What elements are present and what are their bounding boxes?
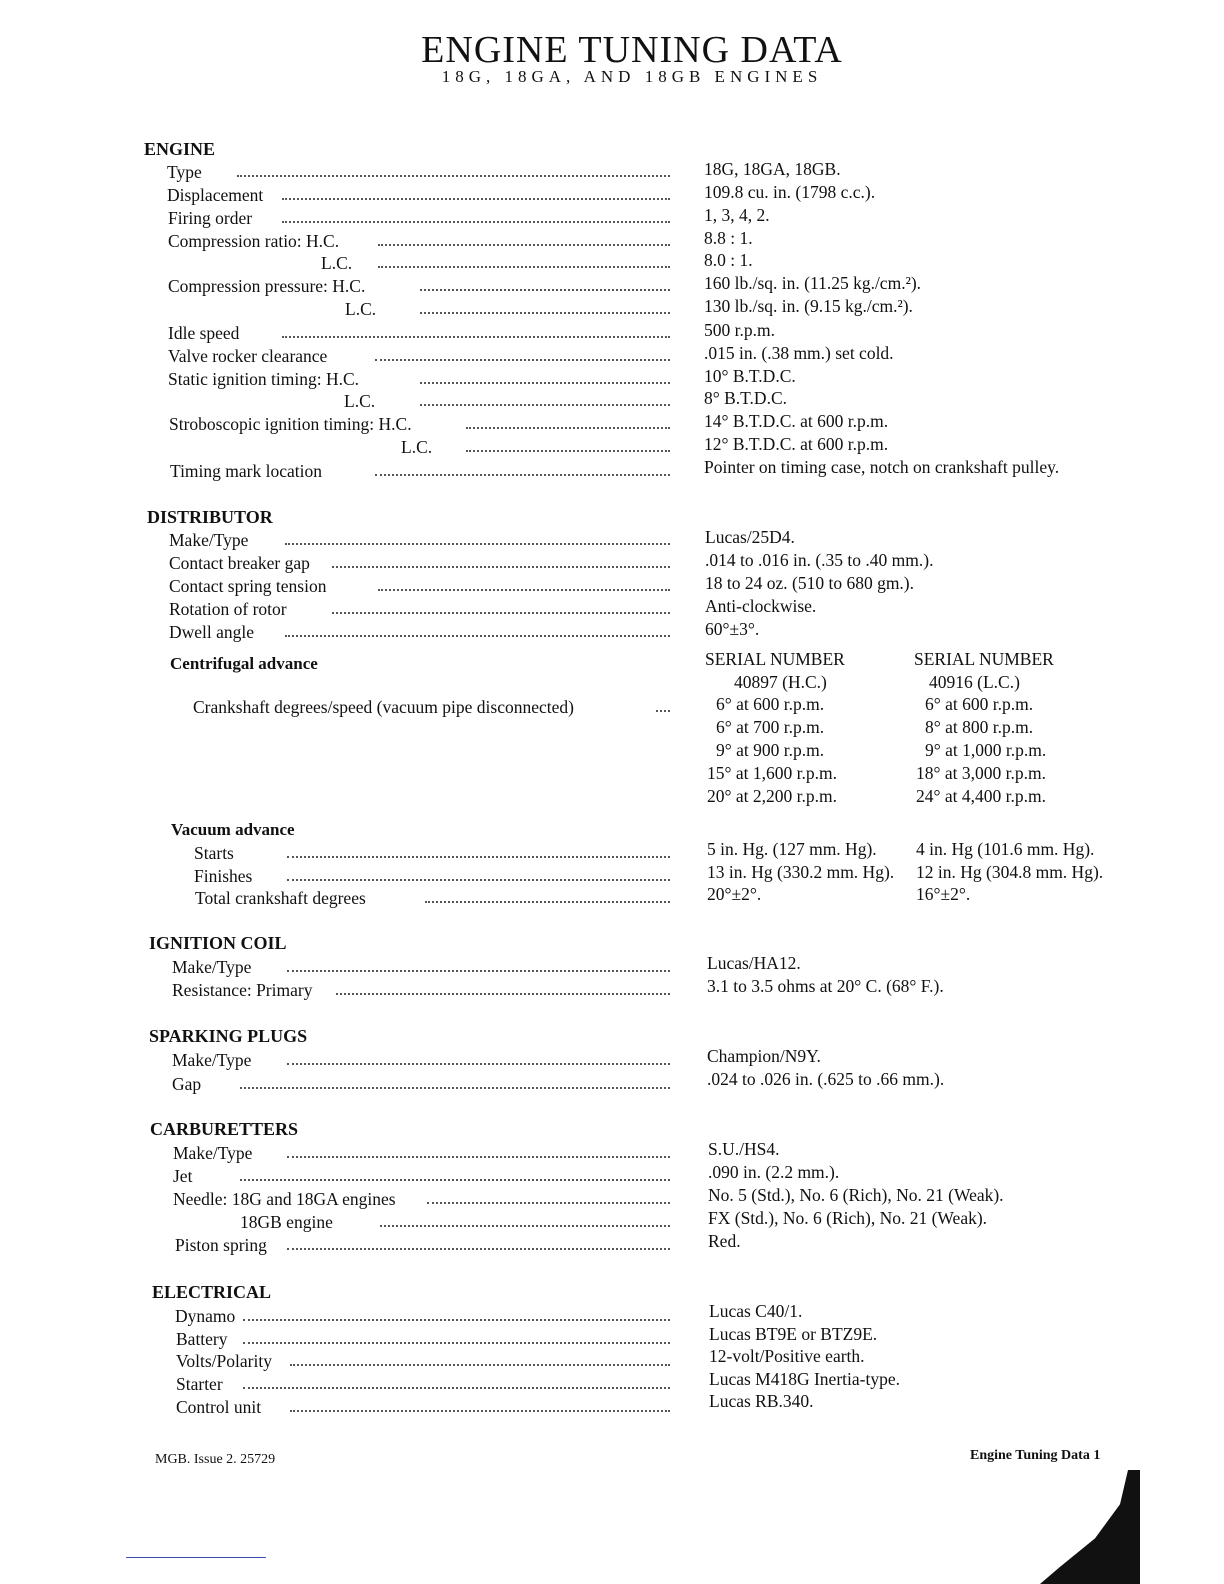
footer-issue: MGB. Issue 2. 25729 <box>155 1452 276 1467</box>
vacuum-value-lc: 12 in. Hg (304.8 mm. Hg). <box>916 862 1104 882</box>
spec-label: Starter <box>176 1374 223 1394</box>
spec-value: 3.1 to 3.5 ohms at 20° C. (68° F.). <box>707 976 944 996</box>
centrifugal-value: 9° at 1,000 r.p.m. <box>925 740 1047 760</box>
section-heading-carburetters: CARBURETTERS <box>150 1119 299 1139</box>
centrifugal-value: 9° at 900 r.p.m. <box>716 740 825 760</box>
dot-leader <box>378 577 670 591</box>
spec-label: Volts/Polarity <box>176 1351 272 1371</box>
centrifugal-value: 15° at 1,600 r.p.m. <box>707 763 837 783</box>
spec-value: 12° B.T.D.C. at 600 r.p.m. <box>704 434 889 454</box>
vacuum-value-lc: 16°±2°. <box>916 884 971 904</box>
centrifugal-value: 24° at 4,400 r.p.m. <box>916 786 1046 806</box>
dot-leader <box>282 324 670 338</box>
dot-leader <box>378 254 670 268</box>
spec-label: L.C. <box>401 437 433 457</box>
section-heading-electrical: ELECTRICAL <box>152 1282 272 1302</box>
spec-value: 18G, 18GA, 18GB. <box>704 159 841 179</box>
spec-value: Champion/N9Y. <box>707 1046 821 1066</box>
serial-header-1: SERIAL NUMBER <box>705 649 845 669</box>
dot-leader <box>466 415 670 429</box>
dot-leader <box>420 392 670 406</box>
spec-value: No. 5 (Std.), No. 6 (Rich), No. 21 (Weak). <box>708 1185 1004 1205</box>
spec-value: 8.8 : 1. <box>704 228 753 248</box>
centrifugal-value: 18° at 3,000 r.p.m. <box>916 763 1046 783</box>
spec-label: Contact breaker gap <box>169 553 310 573</box>
dot-leader <box>287 844 670 858</box>
spec-value: FX (Std.), No. 6 (Rich), No. 21 (Weak). <box>708 1208 988 1228</box>
dot-leader <box>466 438 670 452</box>
vacuum-value-hc: 13 in. Hg (330.2 mm. Hg). <box>707 862 895 882</box>
spec-value: 500 r.p.m. <box>704 320 775 340</box>
spec-label: Total crankshaft degrees <box>195 888 366 908</box>
spec-label: Static ignition timing: H.C. <box>168 369 360 389</box>
spec-value: 18 to 24 oz. (510 to 680 gm.). <box>705 573 915 593</box>
spec-value: 60°±3°. <box>705 619 760 639</box>
dot-leader <box>282 209 670 223</box>
dot-leader <box>378 232 670 246</box>
dot-leader <box>287 1144 670 1158</box>
spec-value: Lucas/HA12. <box>707 953 801 973</box>
spec-label: Piston spring <box>175 1235 267 1255</box>
spec-label: Starts <box>194 843 234 863</box>
subheading-centrifugal-advance: Centrifugal advance <box>170 654 318 673</box>
centrifugal-value: 6° at 700 r.p.m. <box>716 717 825 737</box>
spec-label: Jet <box>173 1166 193 1186</box>
spec-value: S.U./HS4. <box>708 1139 780 1159</box>
dot-leader <box>420 300 670 314</box>
dot-leader <box>427 1190 670 1204</box>
spec-value: Red. <box>708 1231 741 1251</box>
spec-label: Displacement <box>167 185 264 205</box>
section-heading-distributor: DISTRIBUTOR <box>147 507 273 527</box>
spec-label: Type <box>167 162 202 182</box>
dot-leader <box>243 1307 670 1321</box>
dot-leader <box>240 1167 670 1181</box>
dot-leader <box>420 370 670 384</box>
centrifugal-value: 6° at 600 r.p.m. <box>925 694 1034 714</box>
page-title: ENGINE TUNING DATA <box>421 29 843 71</box>
spec-label: Control unit <box>176 1397 262 1417</box>
spec-label: Timing mark location <box>170 461 322 481</box>
spec-label: Finishes <box>194 866 253 886</box>
centrifugal-label: Crankshaft degrees/speed (vacuum pipe disconnected) <box>193 697 574 717</box>
spec-label: Firing order <box>168 208 253 228</box>
footer-page-label: Engine Tuning Data 1 <box>970 1448 1101 1463</box>
dot-leader <box>425 889 670 903</box>
page-subtitle: 18G, 18GA, AND 18GB ENGINES <box>441 67 823 86</box>
dot-leader <box>375 347 670 361</box>
spec-value: Lucas BT9E or BTZ9E. <box>709 1324 878 1344</box>
serial-header-1-number: 40897 (H.C.) <box>734 672 827 692</box>
section-heading-sparking-plugs: SPARKING PLUGS <box>149 1026 308 1046</box>
spec-value: Lucas M418G Inertia-type. <box>709 1369 900 1389</box>
spec-value: Lucas C40/1. <box>709 1301 803 1321</box>
spec-value: .090 in. (2.2 mm.). <box>708 1162 840 1182</box>
spec-label: L.C. <box>321 253 353 273</box>
spec-label: Compression ratio: H.C. <box>168 231 340 251</box>
spec-label: Idle speed <box>168 323 240 343</box>
spec-value: 14° B.T.D.C. at 600 r.p.m. <box>704 411 889 431</box>
dot-leader <box>287 1051 670 1065</box>
spec-value: 130 lb./sq. in. (9.15 kg./cm.²). <box>704 296 913 316</box>
vacuum-value-hc: 5 in. Hg. (127 mm. Hg). <box>707 839 877 859</box>
dot-leader <box>656 698 670 712</box>
dot-leader <box>420 277 670 291</box>
dot-leader <box>336 981 670 995</box>
spec-value: 1, 3, 4, 2. <box>704 205 770 225</box>
spec-value: .024 to .026 in. (.625 to .66 mm.). <box>707 1069 945 1089</box>
spec-label: Needle: 18G and 18GA engines <box>173 1189 396 1209</box>
section-heading-engine: ENGINE <box>144 139 216 159</box>
vacuum-value-hc: 20°±2°. <box>707 884 762 904</box>
spec-label: Compression pressure: H.C. <box>168 276 366 296</box>
spec-label: 18GB engine <box>240 1212 333 1232</box>
dot-leader <box>375 462 670 476</box>
dot-leader <box>287 867 670 881</box>
dot-leader <box>287 958 670 972</box>
dot-leader <box>243 1330 670 1344</box>
spec-label: Rotation of rotor <box>169 599 287 619</box>
spec-label: Dynamo <box>175 1306 236 1326</box>
spec-value: 160 lb./sq. in. (11.25 kg./cm.²). <box>704 273 922 293</box>
dot-leader <box>285 531 670 545</box>
spec-label: Make/Type <box>172 1050 252 1070</box>
spec-label: Resistance: Primary <box>172 980 313 1000</box>
stray-line <box>126 1557 266 1558</box>
spec-label: Stroboscopic ignition timing: H.C. <box>169 414 412 434</box>
scan-smudge <box>1040 1470 1140 1584</box>
centrifugal-value: 20° at 2,200 r.p.m. <box>707 786 837 806</box>
dot-leader <box>332 554 670 568</box>
spec-label: Make/Type <box>173 1143 253 1163</box>
spec-value: 10° B.T.D.C. <box>704 366 796 386</box>
spec-label: Valve rocker clearance <box>168 346 328 366</box>
vacuum-value-lc: 4 in. Hg (101.6 mm. Hg). <box>916 839 1095 859</box>
spec-value: Lucas/25D4. <box>705 527 795 547</box>
dot-leader <box>240 1075 670 1089</box>
spec-label: L.C. <box>344 391 376 411</box>
spec-value: 8° B.T.D.C. <box>704 388 787 408</box>
spec-label: L.C. <box>345 299 377 319</box>
subheading-vacuum-advance: Vacuum advance <box>171 820 295 839</box>
dot-leader <box>287 1236 670 1250</box>
spec-label: Gap <box>172 1074 202 1094</box>
spec-value: 12-volt/Positive earth. <box>709 1346 865 1366</box>
spec-value: 109.8 cu. in. (1798 c.c.). <box>704 182 876 202</box>
spec-label: Make/Type <box>169 530 249 550</box>
dot-leader <box>290 1398 670 1412</box>
serial-header-2-number: 40916 (L.C.) <box>929 672 1020 692</box>
spec-label: Make/Type <box>172 957 252 977</box>
dot-leader <box>332 600 670 614</box>
spec-label: Contact spring tension <box>169 576 327 596</box>
dot-leader <box>290 1352 670 1366</box>
dot-leader <box>243 1375 670 1389</box>
serial-header-2: SERIAL NUMBER <box>914 649 1054 669</box>
spec-value: .015 in. (.38 mm.) set cold. <box>704 343 894 363</box>
spec-value: .014 to .016 in. (.35 to .40 mm.). <box>705 550 934 570</box>
dot-leader <box>285 623 670 637</box>
spec-value: Pointer on timing case, notch on crankshaft pulley. <box>704 457 1060 477</box>
spec-value: 8.0 : 1. <box>704 250 753 270</box>
spec-label: Dwell angle <box>169 622 255 642</box>
spec-label: Battery <box>176 1329 228 1349</box>
centrifugal-value: 8° at 800 r.p.m. <box>925 717 1034 737</box>
section-heading-ignition-coil: IGNITION COIL <box>149 933 287 953</box>
centrifugal-value: 6° at 600 r.p.m. <box>716 694 825 714</box>
dot-leader <box>282 186 670 200</box>
spec-value: Anti-clockwise. <box>705 596 817 616</box>
dot-leader <box>237 163 670 177</box>
dot-leader <box>380 1213 670 1227</box>
spec-value: Lucas RB.340. <box>709 1391 814 1411</box>
